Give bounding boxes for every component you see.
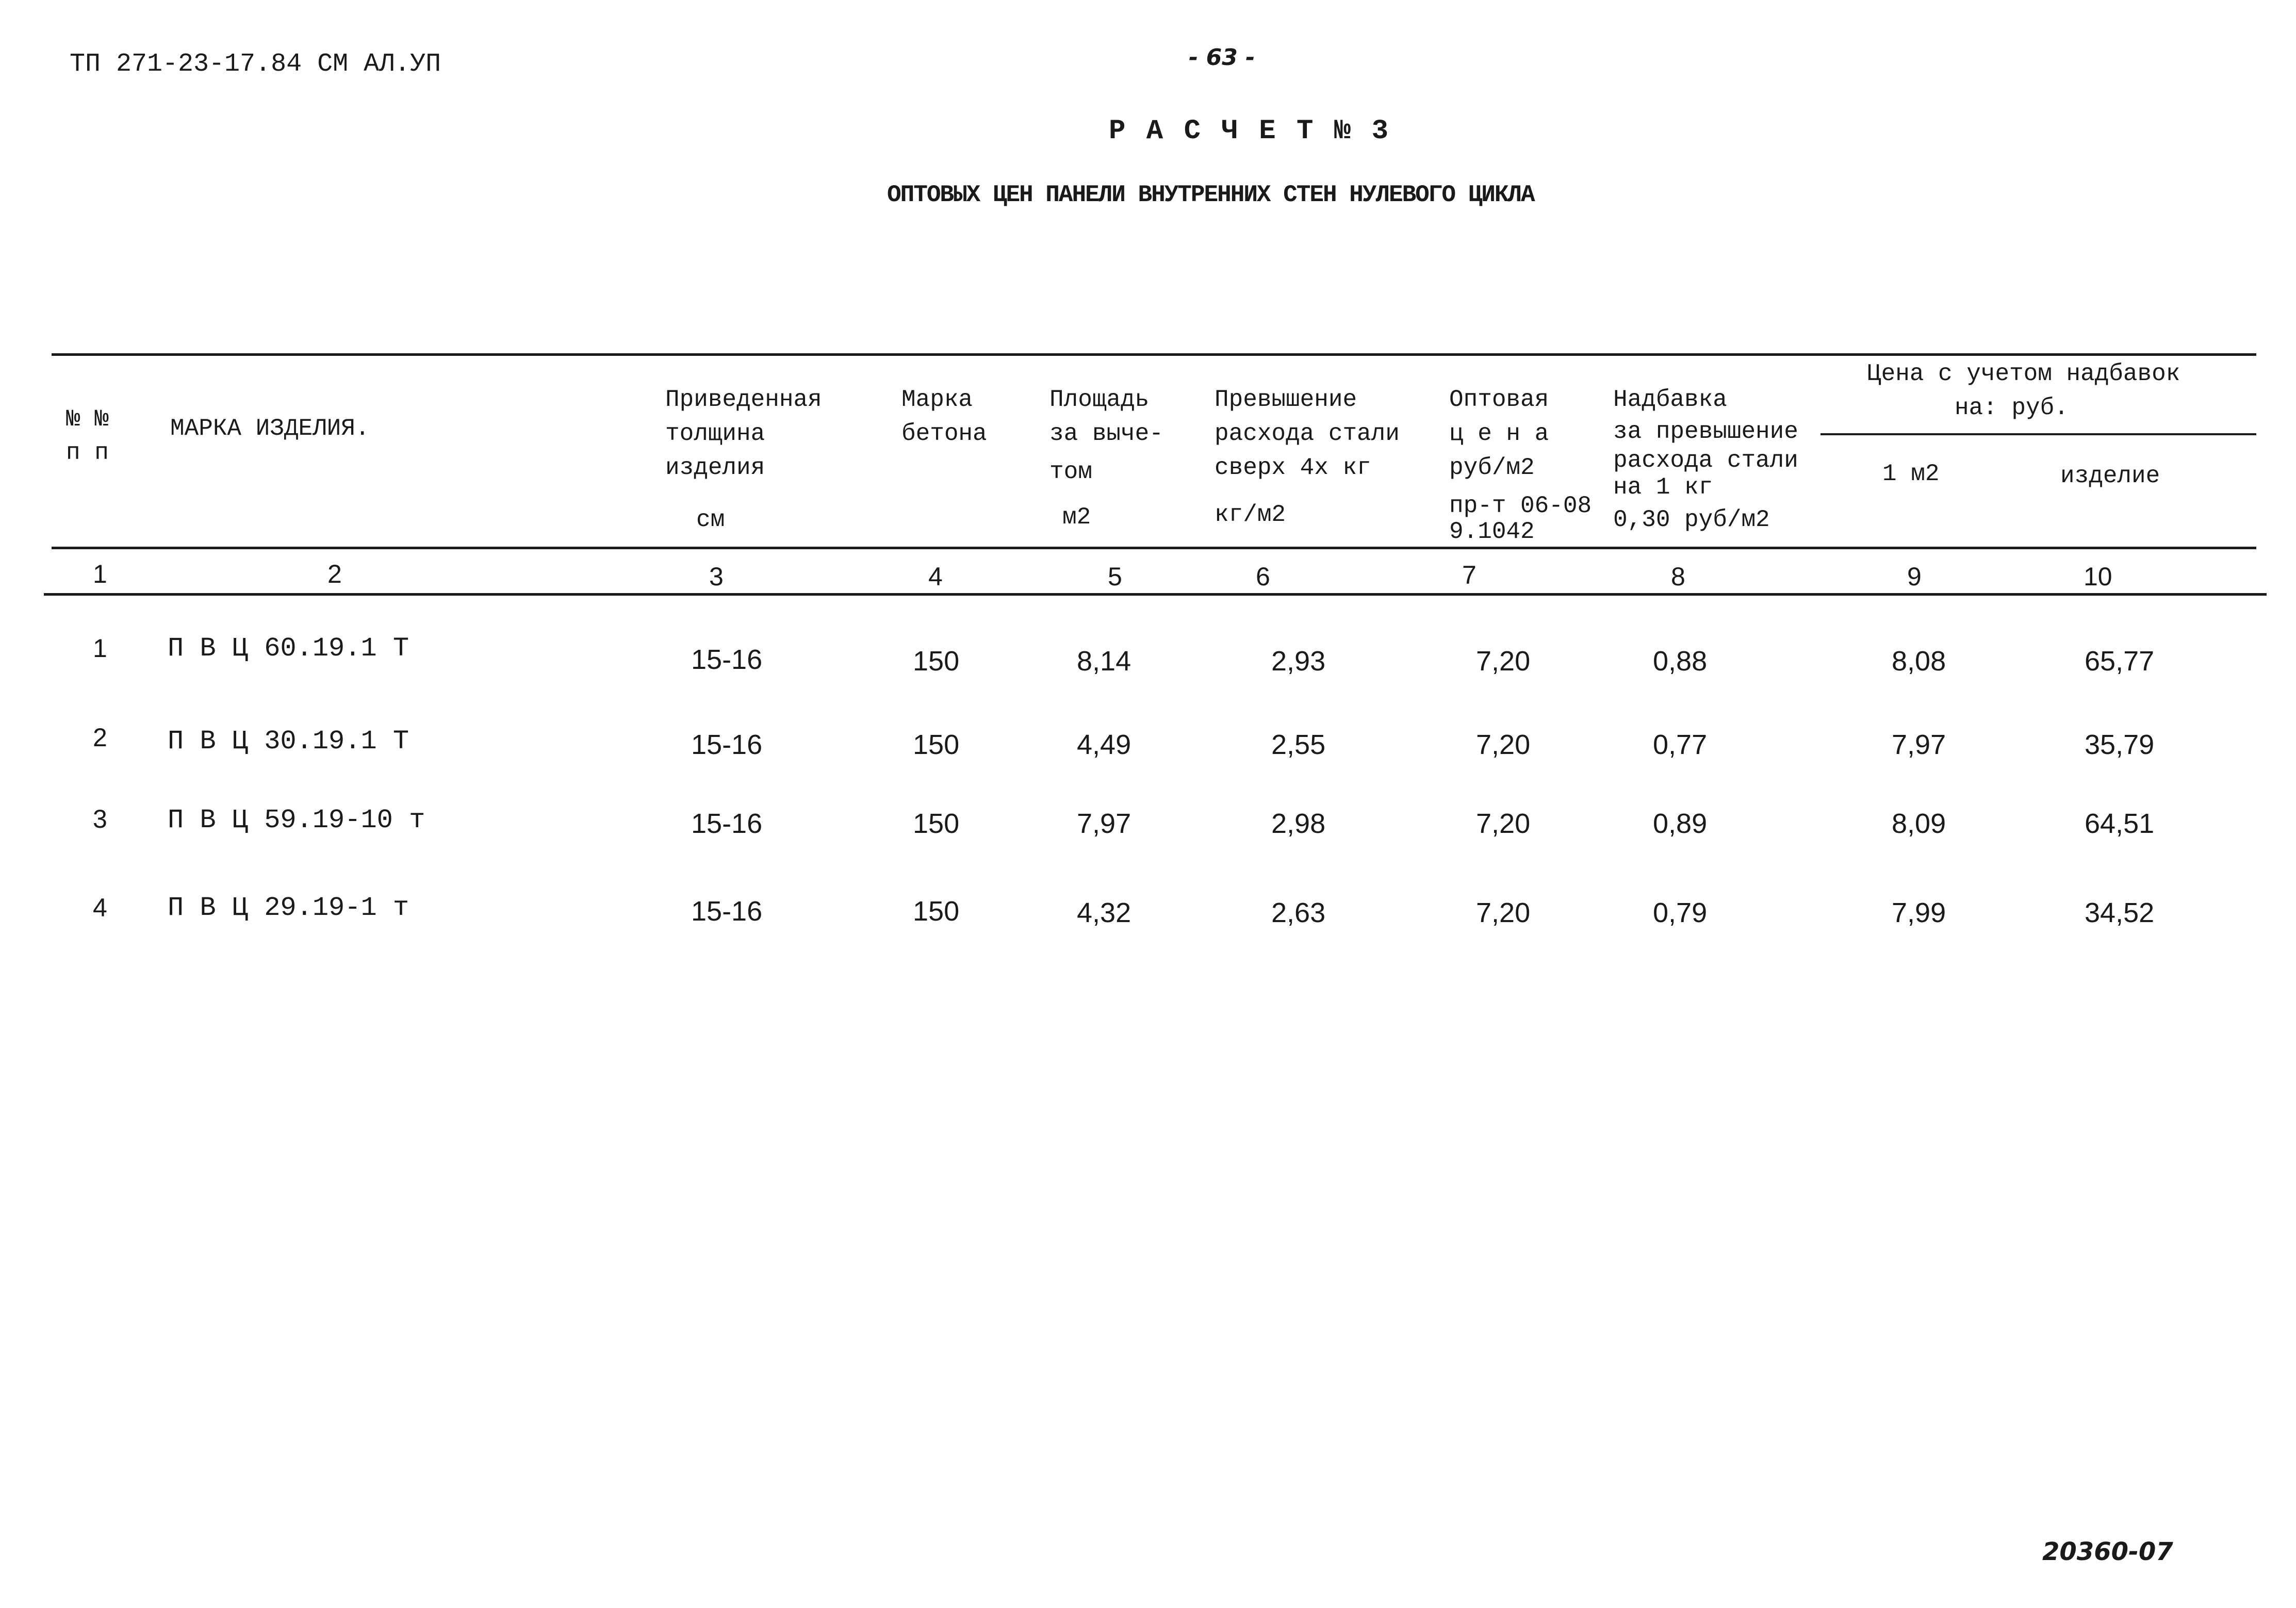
concrete-value: 150 — [913, 808, 960, 839]
steel-value: 2,55 — [1271, 729, 1326, 760]
header-area-line2: за выче- — [1049, 420, 1163, 447]
product-mark: П В Ц 29.19-1 т — [168, 893, 409, 923]
header-bottom-rule — [52, 547, 2256, 549]
thickness-value: 15-16 — [691, 896, 763, 927]
product-mark: П В Ц 30.19.1 Т — [168, 726, 409, 757]
colnum-3: 3 — [709, 562, 724, 591]
colnum-2: 2 — [327, 560, 342, 588]
product-mark: П В Ц 59.19-10 т — [168, 805, 425, 835]
table-top-rule — [52, 353, 2256, 356]
area-value: 8,14 — [1077, 646, 1131, 677]
header-thickness-line1: Приведенная — [665, 386, 822, 413]
header-no-line2: п п — [66, 439, 109, 466]
colnum-6: 6 — [1256, 562, 1270, 591]
product-mark: П В Ц 60.19.1 Т — [168, 633, 409, 664]
price-per-m2-value: 8,09 — [1892, 808, 1946, 839]
header-group-line2: на: руб. — [1955, 395, 2069, 421]
header-steel-unit: кг/м2 — [1215, 501, 1286, 528]
thickness-value: 15-16 — [691, 729, 763, 760]
group-header-rule — [1821, 433, 2256, 435]
row-number: 3 — [93, 805, 107, 833]
row-number: 1 — [93, 634, 107, 663]
header-steel-line2: расхода стали — [1215, 420, 1400, 447]
header-thickness-line2: толщина — [665, 420, 765, 447]
surcharge-value: 0,88 — [1653, 646, 1708, 677]
surcharge-value: 0,89 — [1653, 808, 1708, 839]
header-surcharge-line5: 0,30 руб/м2 — [1613, 506, 1770, 533]
colnum-8: 8 — [1671, 562, 1685, 591]
column-numbers-rule — [44, 593, 2267, 596]
header-mark: МАРКА ИЗДЕЛИЯ. — [170, 415, 370, 442]
concrete-value: 150 — [913, 646, 960, 677]
header-price-line4: пр-т 06-08 — [1449, 493, 1592, 519]
header-group-line1: Цена с учетом надбавок — [1867, 360, 2180, 387]
page-subtitle: ОПТОВЫХ ЦЕН ПАНЕЛИ ВНУТРЕННИХ СТЕН НУЛЕВОГО ЦИКЛА — [887, 182, 1534, 208]
thickness-value: 15-16 — [691, 808, 763, 839]
header-per-item: изделие — [2060, 463, 2160, 489]
header-thickness-line3: изделия — [665, 454, 765, 481]
header-steel-line1: Превышение — [1215, 386, 1357, 413]
colnum-9: 9 — [1907, 562, 1922, 591]
colnum-4: 4 — [928, 562, 943, 591]
price-per-item-value: 64,51 — [2085, 808, 2155, 839]
header-no-line1: № № — [66, 406, 109, 433]
header-surcharge-line1: Надбавка — [1613, 386, 1727, 413]
price-per-m2-value: 8,08 — [1892, 646, 1946, 677]
surcharge-value: 0,79 — [1653, 897, 1708, 928]
price-per-item-value: 35,79 — [2085, 729, 2155, 760]
price-per-item-value: 65,77 — [2085, 646, 2155, 677]
header-surcharge-line3: расхода стали — [1613, 447, 1798, 474]
area-value: 4,49 — [1077, 729, 1131, 760]
colnum-10: 10 — [2084, 562, 2112, 591]
price-value: 7,20 — [1476, 897, 1531, 928]
header-area-line3: том — [1049, 458, 1092, 485]
header-concrete-line2: бетона — [901, 420, 987, 447]
steel-value: 2,98 — [1271, 808, 1326, 839]
steel-value: 2,93 — [1271, 646, 1326, 677]
header-concrete-line1: Марка — [901, 386, 973, 413]
concrete-value: 150 — [913, 729, 960, 760]
header-area-unit: м2 — [1062, 504, 1091, 531]
header-per-m2: 1 м2 — [1882, 461, 1940, 487]
archive-stamp: 20360-07 — [2042, 1537, 2173, 1566]
page-title: Р А С Ч Е Т № 3 — [1109, 116, 1391, 147]
price-per-m2-value: 7,97 — [1892, 729, 1946, 760]
page-number: - 63 - — [1189, 44, 1255, 71]
document-code: ТП 271-23-17.84 СМ АЛ.УП — [70, 50, 441, 79]
header-surcharge-line2: за превышение — [1613, 418, 1798, 445]
thickness-value: 15-16 — [691, 644, 763, 675]
header-steel-line3: сверх 4х кг — [1215, 454, 1371, 481]
steel-value: 2,63 — [1271, 897, 1326, 928]
concrete-value: 150 — [913, 896, 960, 927]
price-value: 7,20 — [1476, 729, 1531, 760]
surcharge-value: 0,77 — [1653, 729, 1708, 760]
price-per-m2-value: 7,99 — [1892, 897, 1946, 928]
header-price-line1: Оптовая — [1449, 386, 1549, 413]
header-price-line3: руб/м2 — [1449, 454, 1535, 481]
row-number: 2 — [93, 723, 107, 752]
price-per-item-value: 34,52 — [2085, 897, 2155, 928]
colnum-5: 5 — [1108, 562, 1122, 591]
header-area-line1: Площадь — [1049, 386, 1150, 413]
colnum-7: 7 — [1462, 561, 1477, 589]
area-value: 4,32 — [1077, 897, 1131, 928]
area-value: 7,97 — [1077, 808, 1131, 839]
header-price-line2: ц е н а — [1449, 420, 1549, 447]
price-value: 7,20 — [1476, 808, 1531, 839]
colnum-1: 1 — [93, 560, 107, 588]
header-surcharge-line4: на 1 кг — [1613, 474, 1713, 501]
header-price-line5: 9.1042 — [1449, 518, 1535, 545]
price-value: 7,20 — [1476, 646, 1531, 677]
header-thickness-unit: см — [696, 506, 725, 533]
row-number: 4 — [93, 893, 107, 922]
